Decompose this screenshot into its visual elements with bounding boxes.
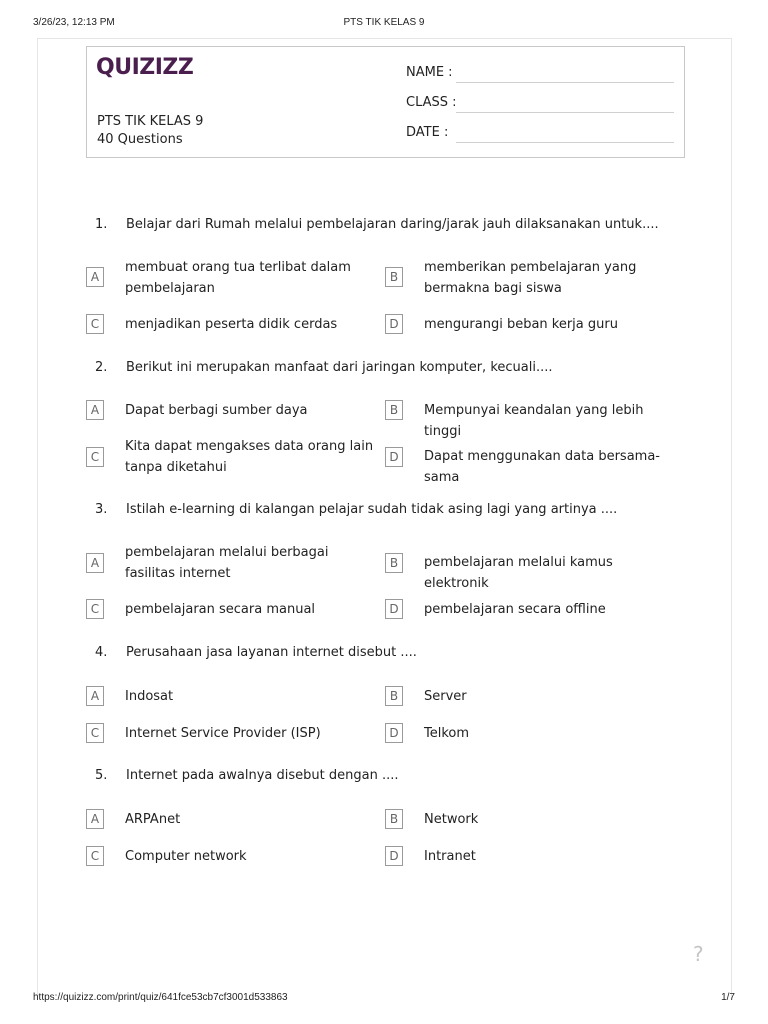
date-label: DATE : — [406, 125, 449, 140]
option-letter-box: B — [385, 267, 403, 287]
question-count: 40 Questions — [97, 132, 183, 147]
option-text: menjadikan peserta didik cerdas — [125, 317, 338, 332]
question-text: Belajar dari Rumah melalui pembelajaran daring/jarak jauh dilaksanakan untuk.... — [126, 217, 659, 232]
page-number: 1/7 — [721, 992, 735, 1003]
print-header — [33, 17, 735, 31]
option-text: Kita dapat mengakses data orang lain tanpa diketahui — [125, 439, 374, 475]
print-url: https://quizizz.com/print/quiz/641fce53cb7cf3001d533863 — [33, 992, 288, 1003]
option-text: Indosat — [125, 689, 174, 704]
option-text: mengurangi beban kerja guru — [424, 317, 618, 332]
option-letter-box: A — [86, 267, 104, 287]
option-letter-box: A — [86, 553, 104, 573]
print-title: PTS TIK KELAS 9 — [343, 17, 425, 28]
option-letter-box: A — [86, 400, 104, 420]
question-number: 4. — [95, 645, 108, 660]
name-line — [456, 82, 674, 83]
option-text: Computer network — [125, 849, 247, 864]
option-text: Dapat berbagi sumber daya — [125, 403, 308, 418]
option-letter-box: B — [385, 400, 403, 420]
option-letter-box: B — [385, 553, 403, 573]
question-number: 5. — [95, 768, 108, 783]
option-letter-box: D — [385, 447, 403, 467]
option-text: pembelajaran secara manual — [125, 602, 316, 617]
option-text: pembelajaran melalui berbagai fasilitas internet — [125, 545, 329, 581]
name-label: NAME : — [406, 65, 453, 80]
quiz-header-box — [86, 46, 685, 158]
option-text: ARPAnet — [125, 812, 181, 827]
question-text: Berikut ini merupakan manfaat dari jaringan komputer, kecuali.... — [126, 360, 553, 375]
print-footer — [33, 992, 735, 1006]
option-letter-box: A — [86, 686, 104, 706]
quiz-sheet — [37, 38, 732, 998]
option-letter-box: C — [86, 723, 104, 743]
option-text: Network — [424, 812, 479, 827]
option-letter-box: C — [86, 314, 104, 334]
date-line — [456, 142, 674, 143]
option-letter-box: C — [86, 447, 104, 467]
option-text: Telkom — [424, 726, 470, 741]
option-text: Intranet — [424, 849, 476, 864]
class-field — [406, 93, 674, 113]
option-text: membuat orang tua terlibat dalam pembelajaran — [125, 260, 351, 296]
option-letter-box: D — [385, 723, 403, 743]
option-letter-box: D — [385, 314, 403, 334]
date-field — [406, 123, 674, 143]
option-text: Server — [424, 689, 467, 704]
option-text: Dapat menggunakan data bersama-sama — [424, 449, 660, 485]
option-letter-box: C — [86, 846, 104, 866]
option-letter-box: B — [385, 686, 403, 706]
question-text: Istilah e-learning di kalangan pelajar sudah tidak asing lagi yang artinya .... — [126, 502, 618, 517]
print-timestamp: 3/26/23, 12:13 PM — [33, 17, 115, 28]
question-number: 3. — [95, 502, 108, 517]
question-text: Perusahaan jasa layanan internet disebut .... — [126, 645, 417, 660]
option-letter-box: A — [86, 809, 104, 829]
class-label: CLASS : — [406, 95, 457, 110]
quiz-title: PTS TIK KELAS 9 — [97, 114, 204, 129]
option-text: memberikan pembelajaran yang bermakna bagi siswa — [424, 260, 637, 296]
option-letter-box: B — [385, 809, 403, 829]
question-text: Internet pada awalnya disebut dengan .... — [126, 768, 399, 783]
option-letter-box: D — [385, 846, 403, 866]
option-text: pembelajaran melalui kamus elektronik — [424, 555, 613, 591]
option-text: Mempunyai keandalan yang lebih tinggi — [424, 403, 644, 439]
option-text: pembelajaran secara offline — [424, 602, 606, 617]
class-line — [456, 112, 674, 113]
option-text: Internet Service Provider (ISP) — [125, 726, 321, 741]
option-letter-box: D — [385, 599, 403, 619]
question-number: 1. — [95, 217, 108, 232]
question-number: 2. — [95, 360, 108, 375]
help-icon[interactable]: ? — [693, 942, 704, 966]
option-letter-box: C — [86, 599, 104, 619]
name-field — [406, 63, 674, 83]
quizizz-logo: QUIZIZZ — [96, 55, 194, 80]
